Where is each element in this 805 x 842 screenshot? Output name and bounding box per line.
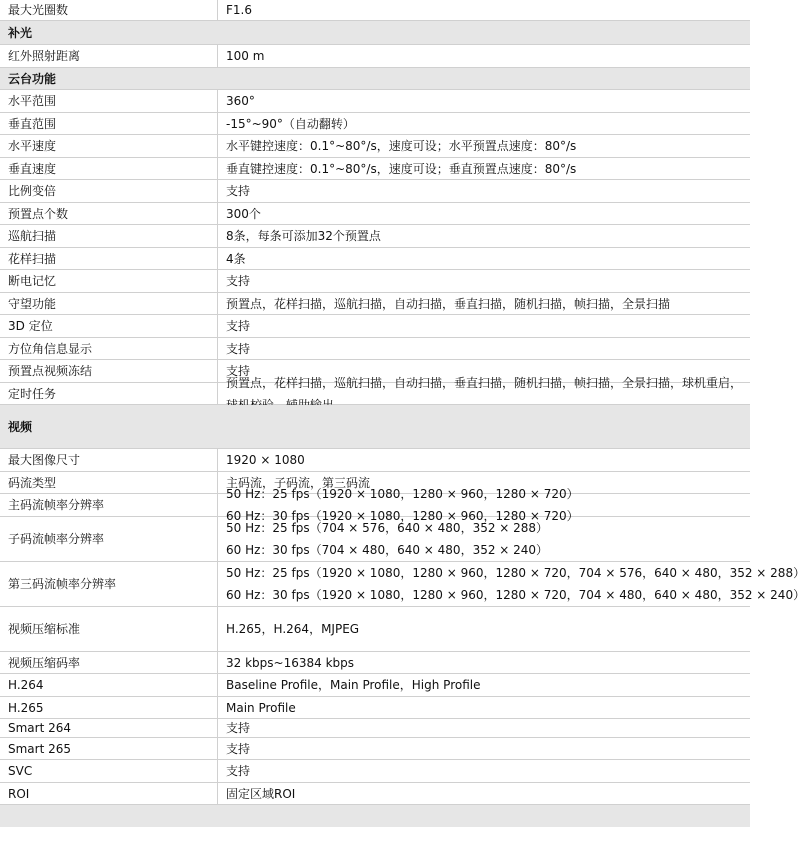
row-value-h265: Main Profile [218,697,750,719]
row-value-h264: Baseline Profile，Main Profile，High Profile [218,674,750,697]
row-label-tilt-speed: 垂直速度 [0,158,218,180]
row-label-ir-distance: 红外照射距离 [0,45,218,68]
row-value-ir-distance: 100 m [218,45,750,68]
row-value-park-action: 预置点，花样扫描，巡航扫描，自动扫描，垂直扫描，随机扫描，帧扫描，全景扫描 [218,293,750,315]
row-label-patrol-scan: 巡航扫描 [0,225,218,248]
row-value-main-stream [218,487,750,523]
row-value-pan-range: 360° [218,90,750,113]
row-value-max-aperture: F1.6 [218,0,750,21]
row-value-preset-freeze: 支持 [218,360,750,383]
row-label-compression-standard: 视频压缩标准 [0,607,218,652]
row-label-3d-positioning: 3D 定位 [0,315,218,338]
row-value-azimuth-display: 支持 [218,338,750,360]
row-label-proportional-zoom: 比例变倍 [0,180,218,203]
row-value-max-resolution: 1920 × 1080 [218,449,750,472]
row-value-pattern-scan: 4条 [218,248,750,270]
row-label-pan-range: 水平范围 [0,90,218,113]
row-value-preset-count: 300个 [218,203,750,225]
row-label-h265: H.265 [0,697,218,719]
row-label-stream-type: 码流类型 [0,472,218,494]
section-header-next [0,805,750,827]
section-header-video: 视频 [0,405,750,449]
section-header-fill-light: 补光 [0,21,750,45]
row-label-main-stream: 主码流帧率分辨率 [0,494,218,517]
row-label-park-action: 守望功能 [0,293,218,315]
row-value-smart264: 支持 [218,719,750,738]
third-stream-60hz: 60 Hz：30 fps（1920 × 1080，1280 × 960，1280 × 720，704 × 480，640 × 480，352 × 240） [226,588,805,602]
row-label-svc: SVC [0,760,218,783]
row-label-scheduled-task: 定时任务 [0,383,218,405]
sub-stream-60hz: 60 Hz：30 fps（704 × 480，640 × 480，352 × 240） [226,543,549,557]
row-value-pan-speed: 水平键控速度：0.1°~80°/s，速度可设；水平预置点速度：80°/s [218,135,750,158]
row-value-3d-positioning: 支持 [218,315,750,338]
row-label-power-off-memory: 断电记忆 [0,270,218,293]
row-label-roi: ROI [0,783,218,805]
row-label-azimuth-display: 方位角信息显示 [0,338,218,360]
row-label-third-stream: 第三码流帧率分辨率 [0,562,218,607]
row-label-smart265: Smart 265 [0,738,218,760]
row-value-bitrate: 32 kbps~16384 kbps [218,652,750,674]
row-label-pan-speed: 水平速度 [0,135,218,158]
section-header-ptz: 云台功能 [0,68,750,90]
row-label-preset-count: 预置点个数 [0,203,218,225]
main-stream-50hz: 50 Hz：25 fps（1920 × 1080，1280 × 960，1280 × 720） [226,487,579,501]
row-label-max-aperture: 最大光圈数 [0,0,218,21]
row-label-preset-freeze: 预置点视频冻结 [0,360,218,383]
row-value-stream-type: 主码流，子码流，第三码流 [218,472,750,494]
row-value-power-off-memory: 支持 [218,270,750,293]
row-value-proportional-zoom: 支持 [218,180,750,203]
row-value-compression-standard: H.265，H.264，MJPEG [218,607,750,652]
row-label-sub-stream: 子码流帧率分辨率 [0,517,218,562]
sub-stream-50hz: 50 Hz：25 fps（704 × 576，640 × 480，352 × 288） [226,521,549,535]
row-value-third-stream [218,562,805,607]
row-label-tilt-range: 垂直范围 [0,113,218,135]
row-label-h264: H.264 [0,674,218,697]
row-value-tilt-speed: 垂直键控速度：0.1°~80°/s，速度可设；垂直预置点速度：80°/s [218,158,750,180]
row-value-roi: 固定区域ROI [218,783,750,805]
row-value-scheduled-task: 预置点，花样扫描，巡航扫描，自动扫描，垂直扫描，随机扫描，帧扫描，全景扫描，球机重启， [218,383,750,405]
row-value-svc: 支持 [218,760,750,783]
row-label-pattern-scan: 花样扫描 [0,248,218,270]
row-value-patrol-scan: 8条，每条可添加32个预置点 [218,225,750,248]
row-label-bitrate: 视频压缩码率 [0,652,218,674]
third-stream-50hz: 50 Hz：25 fps（1920 × 1080，1280 × 960，1280 × 720，704 × 576，640 × 480，352 × 288） [226,566,805,580]
row-label-max-resolution: 最大图像尺寸 [0,449,218,472]
row-label-smart264: Smart 264 [0,719,218,738]
row-value-tilt-range: -15°~90°（自动翻转） [218,113,750,135]
row-value-sub-stream [218,517,750,562]
row-value-smart265: 支持 [218,738,750,760]
main-stream-60hz: 60 Hz：30 fps（1920 × 1080，1280 × 960，1280 × 720） [226,509,579,523]
